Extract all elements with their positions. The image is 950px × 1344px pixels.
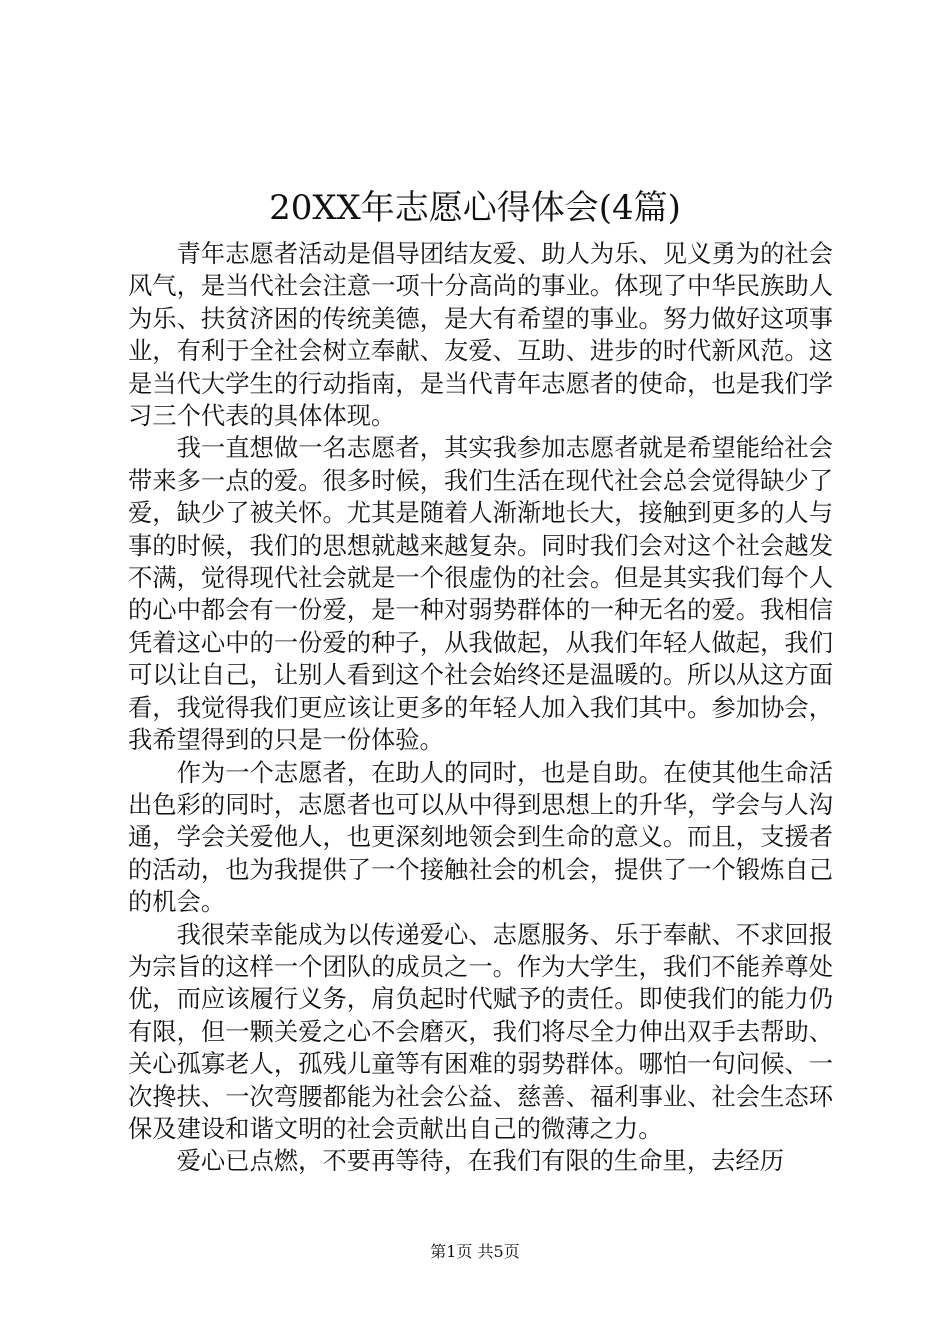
document-body bbox=[128, 238, 833, 1178]
document-title: 20XX年志愿心得体会(4篇) bbox=[269, 188, 681, 228]
paragraph: 青年志愿者活动是倡导团结友爱、助人为乐、见义勇为的社会风气，是当代社会注意一项十分高尚的事业。体现了中华民族助人为乐、扶贫济困的传统美德，是大有希望的事业。努力做好这项事业，有利于全社会树立奉献、友爱、互助、进步的时代新风范。这是当代大学生的行动指南，是当代青年志愿者的使命，也是我们学习三个代表的具体体现。 bbox=[128, 239, 833, 431]
page-footer: 第1页 共5页 bbox=[430, 1242, 520, 1261]
paragraph: 我很荣幸能成为以传递爱心、志愿服务、乐于奉献、不求回报为宗旨的这样一个团队的成员之一。作为大学生，我们不能养尊处优，而应该履行义务，肩负起时代赋予的责任。即使我们的能力仍有限，但一颗关爱之心不会磨灭，我们将尽全力伸出双手去帮助、关心孤寡老人，孤残儿童等有困难的弱势群体。哪怕一句问候、一次搀扶、一次弯腰都能为社会公益、慈善、福利事业、社会生态环保及建设和谐文明的社会贡献出自己的微薄之力。 bbox=[128, 919, 833, 1143]
paragraph: 我一直想做一名志愿者，其实我参加志愿者就是希望能给社会带来多一点的爱。很多时候，我们生活在现代社会总会觉得缺少了爱，缺少了被关怀。尤其是随着人渐渐地长大，接触到更多的人与事的时候，我们的思想就越来越复杂。同时我们会对这个社会越发不满，觉得现代社会就是一个很虚伪的社会。但是其实我们每个人的心中都会有一份爱，是一种对弱势群体的一种无名的爱。我相信凭着这心中的一份爱的种子，从我做起，从我们年轻人做起，我们可以让自己，让别人看到这个社会始终还是温暖的。所以从这方面看，我觉得我们更应该让更多的年轻人加入我们其中。参加协会，我希望得到的只是一份体验。 bbox=[128, 433, 833, 755]
paragraph: 作为一个志愿者，在助人的同时，也是自助。在使其他生命活出色彩的同时，志愿者也可以从中得到思想上的升华，学会与人沟通，学会关爱他人，也更深刻地领会到生命的意义。而且，支援者的活动，也为我提供了一个接触社会的机会，提供了一个锻炼自己的机会。 bbox=[128, 757, 833, 917]
paragraph: 爱心已点燃，不要再等待，在我们有限的生命里，去经历 bbox=[176, 1146, 785, 1176]
